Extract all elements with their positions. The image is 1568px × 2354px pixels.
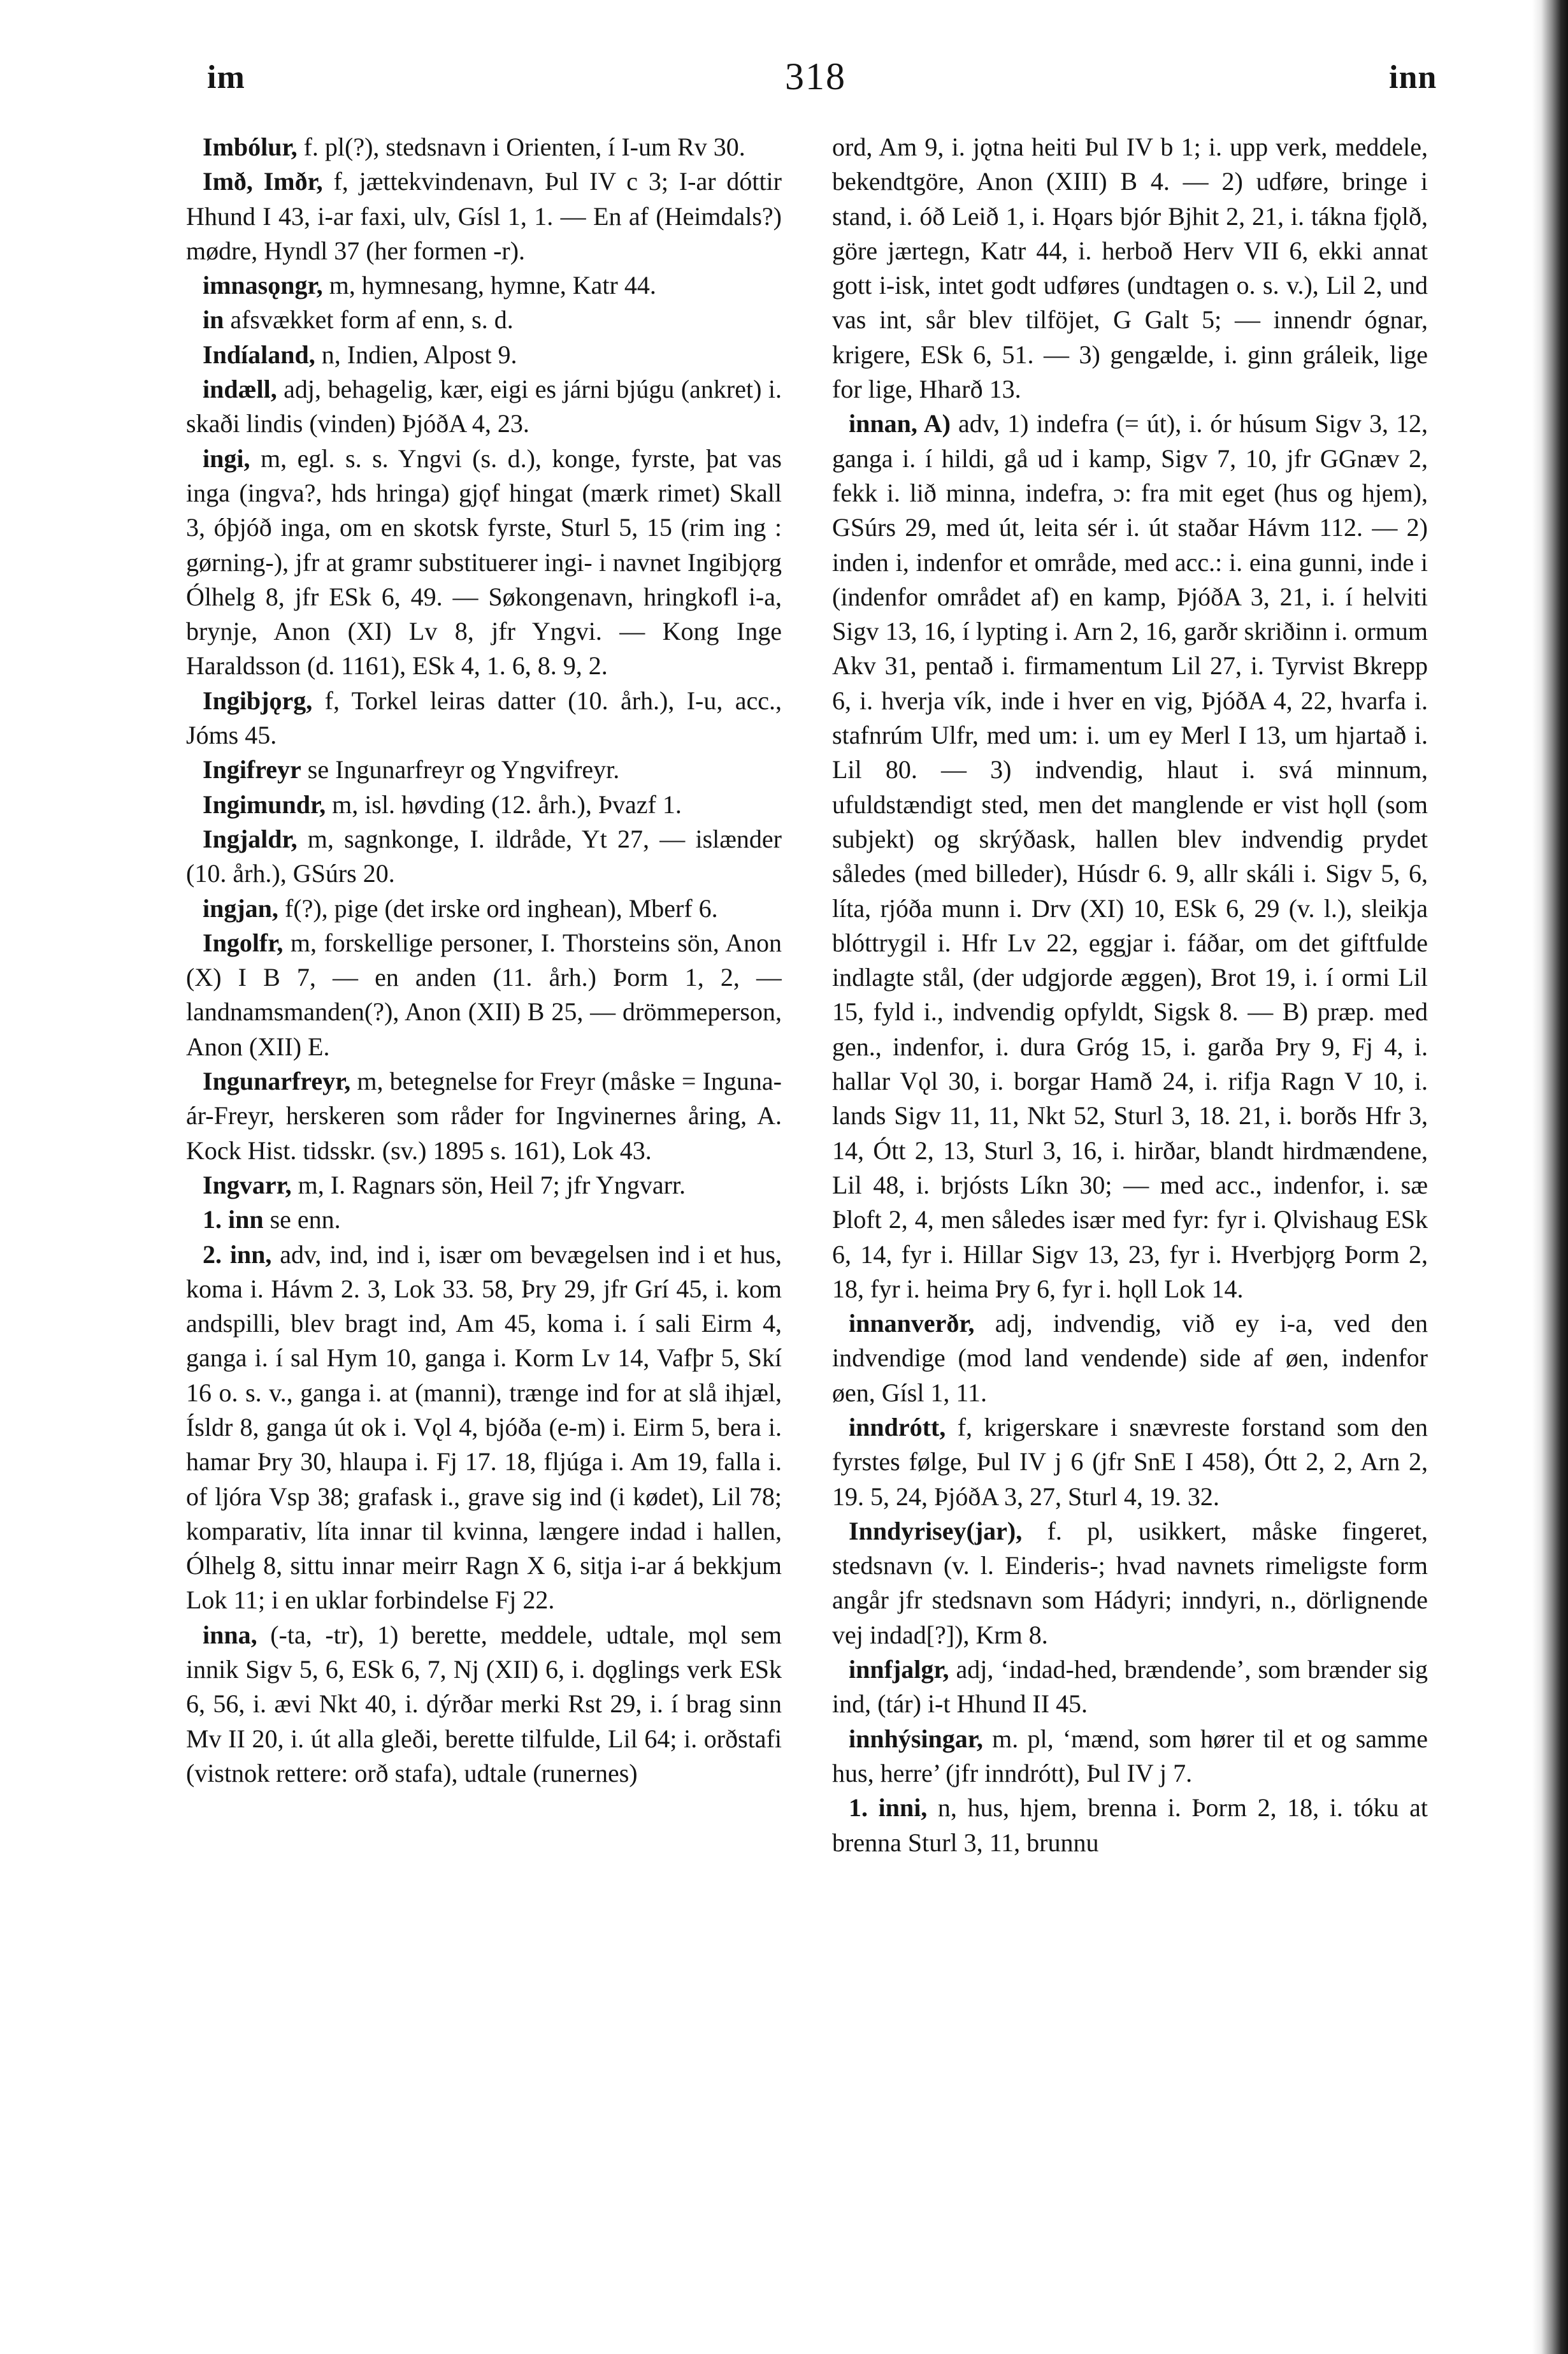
entry-headword: innfjalgr,	[849, 1655, 949, 1684]
running-head-left: im	[207, 59, 245, 96]
dictionary-entry	[186, 1168, 782, 1202]
running-head-right: inn	[1389, 59, 1437, 96]
entry-definition: adv, 1) indefra (= út), i. ór húsum Sigv 3, 12, ganga i. í hildi, gå ud i kamp, Sigv 7, 10, jfr GGnæv 2, fekk i. lið minna, indefra, ɔ: fra mit eget (hus og hjem), GSúrs 29, med út, leita sér i. út staðar Hávm 112. — 2) inden i, indenfor et område, med acc.: i. eina gunni, inde i (indenfor området af) en kamp, ÞjóðA 3, 21, i. í helviti Sigv 13, 16, í lypting i. Arn 2, 16, garðr skriðinn i. ormum Akv 31, pentað i. firmamentum Lil 27, i. Tyrvist Bkrepp 6, i. hverja vík, inde i hver en vig, ÞjóðA 4, 22, hvarfa i. stafnrúm Ulfr, med um: i. um ey Merl I 13, um hjartað i. Lil 80. — 3) indvendig, hlaut i. svá minnum, ufuldstændigt sted, men det manglende er vist hǫll (som subjekt) og skrýðask, hallen blev indvendig prydet således (med billeder), Húsdr 6. 9, allr skáli i. Sigv 5, 6, líta, rjóða munn i. Drv (XI) 10, ESk 6, 29 (v. l.), sleikja blóttrygil i. Hfr Lv 22, eggjar i. fáðar, om det giftfulde indlagte stål, (der udgjorde æggen), Brot 19, i. í ormi Lil 15, fyld i., indvendig opfyldt, Sigsk 8. — B) præp. med gen., indenfor, i. dura Gróg 15, i. garða Þry 9, Fj 4, i. hallar Vǫl 30, i. borgar Hamð 24, i. rifja Ragn V 10, i. lands Sigv 11, 11, Nkt 52, Sturl 3, 18. 21, i. borðs Hfr 3, 14, Ótt 2, 13, Sturl 3, 16, i. hirðar, blandt hirdmændene, Lil 48, i. brjósts Líkn 30; — med acc., indenfor, i. sæ Þloft 2, 4, men således især med fyr: fyr i. Ǫlvishaug ESk 6, 14, fyr i. Hillar Sigv 13, 23, fyr i. Hverbjǫrg Þorm 2, 18, fyr i. heima Þry 6, fyr i. hǫll Lok 14.	[832, 409, 1428, 1303]
entry-definition: f. pl, usikkert, måske fingeret, stedsnavn (v. l. Einderis-; hvad navnets rimeligste form angår jfr stedsnavn som Hádyri; inndyri, n., dörlignende vej indad[?]), Krm 8.	[832, 1516, 1428, 1649]
entry-headword: Ingibjǫrg,	[203, 686, 313, 715]
dictionary-entry	[186, 372, 782, 442]
entry-headword: Ingjaldr,	[203, 824, 298, 853]
entry-definition: m, betegnelse for Freyr (måske = Inguna-ár-Freyr, herskeren som råder for Ingvinernes åring, A. Kock Hist. tidsskr. (sv.) 1895 s. 161), Lok 43.	[186, 1067, 782, 1165]
dictionary-entry	[832, 1410, 1428, 1514]
entry-headword: Indíaland,	[203, 340, 315, 369]
entry-definition: se enn.	[263, 1205, 341, 1234]
entry-definition: adj, ‘indad-hed, brændende’, som brænder sig ind, (tár) i-t Hhund II 45.	[832, 1655, 1428, 1719]
entry-headword: indæll,	[203, 375, 277, 404]
dictionary-entry	[832, 1652, 1428, 1722]
dictionary-entry	[186, 684, 782, 753]
dictionary-entry	[186, 1064, 782, 1168]
entry-definition: ord, Am 9, i. jǫtna heiti Þul IV b 1; i. upp verk, meddele, bekendtgöre, Anon (XIII) B 4. — 2) udføre, bringe i stand, i. óð Leið 1, i. Hǫars bjór Bjhit 2, 21, i. tákna fjǫlð, göre jærtegn, Katr 44, i. herboð Herv VII 6, ekki annat gott i-isk, intet godt udføres (undtagen o. s. v.), Lil 2, und vas int, sår blev tilföjet, G Galt 5; — innendr ógnar, krigere, ESk 6, 51. — 3) gengælde, i. ginn gráleik, lige for lige, Hharð 13.	[832, 133, 1428, 404]
dictionary-entry	[186, 1618, 782, 1791]
entry-headword: innanverðr,	[849, 1309, 975, 1338]
entry-definition: m, egl. s. s. Yngvi (s. d.), konge, fyrste, þat vas inga (ingva?, hds hringa) gjǫf hingat (mærk rimet) Skall 3, óþjóð inga, om en skotsk fyrste, Sturl 5, 15 (rim ing : gørning-), jfr at gramr substituerer ingi- i navnet Ingibjǫrg Ólhelg 8, jfr ESk 6, 49. — Søkongenavn, hringkofl i-a, brynje, Anon (XI) Lv 8, jfr Yngvi. — Kong Inge Haraldsson (d. 1161), ESk 4, 1. 6, 8. 9, 2.	[186, 444, 782, 681]
entry-headword: Imð, Imðr,	[203, 167, 323, 196]
entry-headword: Inndyrisey(jar),	[849, 1516, 1023, 1545]
entry-definition: f, krigerskare i snævreste forstand som den fyrstes følge, Þul IV j 6 (jfr SnE I 458), Ótt 2, 2, Arn 2, 19. 5, 24, ÞjóðA 3, 27, Sturl 4, 19. 32.	[832, 1412, 1428, 1511]
entry-headword: imnasǫngr,	[203, 271, 323, 300]
entry-headword: in	[203, 305, 224, 335]
page-edge-shadow	[1532, 0, 1568, 2354]
entry-headword: innhýsingar,	[849, 1724, 983, 1753]
dictionary-entry	[186, 753, 782, 787]
entry-definition: m, sagnkonge, I. ildråde, Yt 27, — islænder (10. årh.), GSúrs 20.	[186, 824, 782, 888]
entry-definition: f(?), pige (det irske ord inghean), Mberf 6.	[278, 893, 718, 923]
entry-definition: m. pl, ‘mænd, som hører til et og samme hus, herre’ (jfr inndrótt), Þul IV j 7.	[832, 1724, 1428, 1787]
dictionary-entry	[186, 442, 782, 684]
entry-headword: ingi,	[203, 444, 250, 473]
dictionary-entry	[186, 1238, 782, 1618]
entry-headword: Ingifreyr	[203, 755, 301, 784]
page-number: 318	[785, 55, 846, 97]
dictionary-entry	[186, 303, 782, 337]
entry-headword: 1. inni,	[849, 1793, 928, 1823]
entry-definition: adj, behagelig, kær, eigi es járni bjúgu (ankret) i. skaði lindis (vinden) ÞjóðA 4, 23.	[186, 375, 782, 438]
entry-headword: inna,	[203, 1620, 257, 1649]
dictionary-entry	[186, 268, 782, 303]
entry-headword: Imbólur,	[203, 133, 298, 161]
entry-definition: m, I. Ragnars sön, Heil 7; jfr Yngvarr.	[291, 1170, 686, 1199]
entry-definition: se Ingunarfreyr og Yngvifreyr.	[301, 755, 620, 784]
entry-definition: afsvækket form af enn, s. d.	[224, 305, 514, 335]
entry-headword: innan, A)	[849, 409, 951, 438]
entry-headword: 2. inn,	[203, 1239, 272, 1269]
entry-headword: 1. inn	[203, 1205, 264, 1234]
dictionary-entry	[832, 407, 1428, 1306]
entry-definition: adv, ind, ind i, især om bevægelsen ind i et hus, koma i. Hávm 2. 3, Lok 33. 58, Þry 29, jfr Grí 45, i. kom andspilli, blev bragt ind, Am 45, koma i. í sali Eirm 4, ganga i. í sal Hym 10, ganga i. Korm Lv 14, Vafþr 5, Skí 16 o. s. v., ganga i. at (manni), trænge ind for at slå ihjæl, Ísldr 8, ganga út ok i. Vǫl 4, bjóða (e-m) i. Eirm 5, bera i. hamar Þry 30, hlaupa i. Fj 17. 18, fljúga i. Am 19, falla i. of ljóra Vsp 38; grafask i., grave sig ind (i kødet), Lil 78; komparativ, líta innar til kvinna, længere indad i hallen, Ólhelg 8, sittu innar meirr Ragn X 6, sitja i-ar á bekkjum Lok 11; i en uklar forbindelse Fj 22.	[186, 1239, 782, 1615]
entry-definition: adj, indvendig, við ey i-a, ved den indvendige (mod land vendende) side af øen, indenfor øen, Gísl 1, 11.	[832, 1309, 1428, 1407]
entry-definition: n, hus, hjem, brenna i. Þorm 2, 18, i. tóku at brenna Sturl 3, 11, brunnu	[832, 1793, 1428, 1857]
dictionary-entry	[186, 1202, 782, 1237]
entry-definition: m, isl. høvding (12. årh.), Þvazf 1.	[326, 790, 682, 819]
dictionary-entry	[186, 926, 782, 1064]
entry-definition: m, hymnesang, hymne, Katr 44.	[322, 271, 656, 300]
entry-definition: m, forskellige personer, I. Thorsteins sön, Anon (X) I B 7, — en anden (11. årh.) Þorm 1, 2, — landnamsmanden(?), Anon (XII) B 25, — drömmeperson, Anon (XII) E.	[186, 928, 782, 1061]
entry-definition: f, jættekvindenavn, Þul IV c 3; I-ar dóttir Hhund I 43, i-ar faxi, ulv, Gísl 1, 1. — En af (Heimdals?) mødre, Hyndl 37 (her formen -r).	[186, 167, 782, 265]
dictionary-entry	[832, 1306, 1428, 1410]
left-column	[186, 130, 782, 2284]
dictionary-entry	[186, 130, 782, 164]
entry-headword: Ingimundr,	[203, 790, 326, 819]
entry-definition: f, Torkel leiras datter (10. årh.), I-u, acc., Jóms 45.	[186, 686, 782, 750]
dictionary-entry	[832, 1791, 1428, 1860]
entry-headword: Ingunarfreyr,	[203, 1067, 351, 1096]
right-column	[832, 130, 1428, 2284]
dictionary-entry	[832, 1514, 1428, 1652]
dictionary-entry	[186, 338, 782, 372]
entry-definition: (-ta, -tr), 1) berette, meddele, udtale, mǫl sem innik Sigv 5, 6, ESk 6, 7, Nj (XII) 6, i. dǫglings verk ESk 6, 56, i. ævi Nkt 40, i. dýrðar merki Rst 29, i. í brag sinn Mv II 20, i. út alla gleði, berette tilfulde, Lil 64; i. orðstafi (vistnok rettere: orð stafa), udtale (runernes)	[186, 1620, 782, 1787]
entry-headword: inndrótt,	[849, 1412, 946, 1441]
dictionary-entry	[186, 164, 782, 268]
dictionary-entry	[832, 130, 1428, 407]
dictionary-entry	[832, 1722, 1428, 1791]
entry-definition: f. pl(?), stedsnavn i Orienten, í I-um Rv 30.	[297, 133, 745, 161]
entry-headword: ingjan,	[203, 893, 278, 923]
dictionary-entry	[186, 892, 782, 926]
entry-headword: Ingvarr,	[203, 1170, 292, 1199]
entry-headword: Ingolfr,	[203, 928, 284, 957]
entry-definition: n, Indien, Alpost 9.	[315, 340, 517, 369]
dictionary-entry	[186, 822, 782, 892]
dictionary-entry	[186, 788, 782, 822]
